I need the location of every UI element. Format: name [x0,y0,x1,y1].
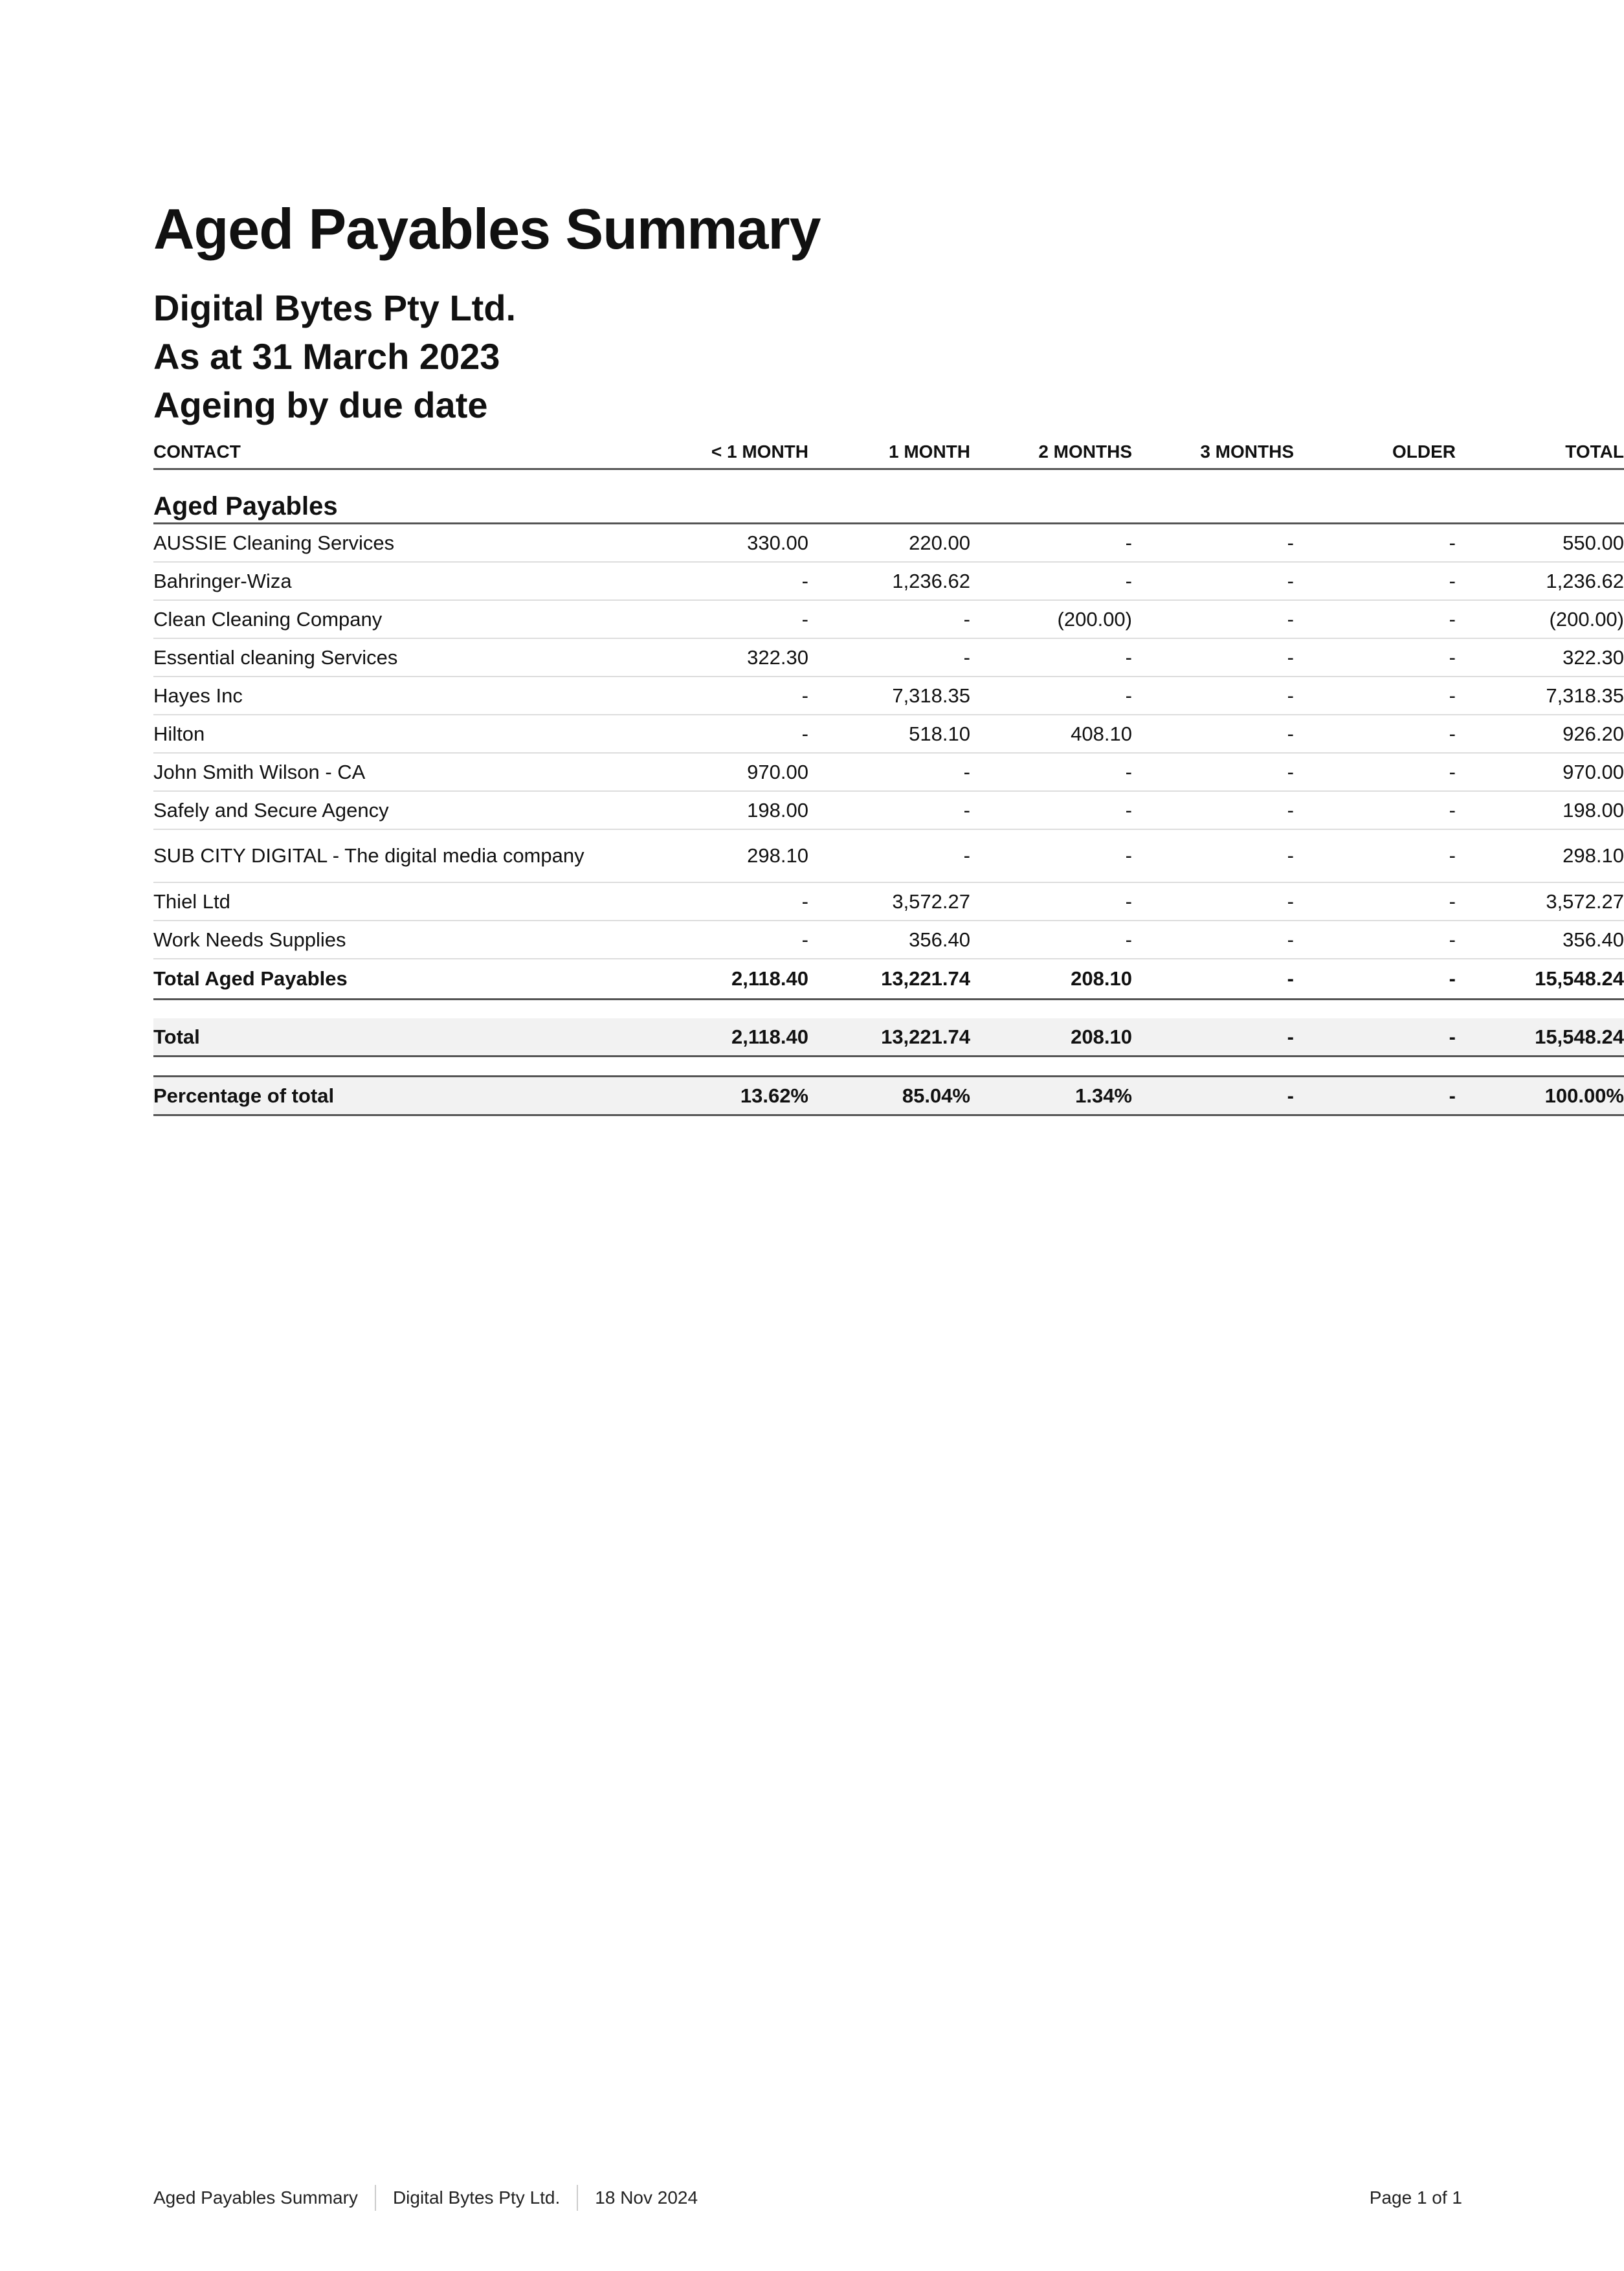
amount-1-month: 7,318.35 [808,677,970,715]
amount-older: - [1294,715,1456,753]
amount-1-month: - [808,600,970,638]
grand-total-total: 15,548.24 [1456,1018,1624,1057]
amount-older: - [1294,829,1456,882]
amount-total: 198.00 [1456,791,1624,829]
page-number: Page 1 of 1 [1369,2187,1462,2208]
contact-name: Thiel Ltd [153,882,647,921]
amount-total: 7,318.35 [1456,677,1624,715]
contact-name: Clean Cleaning Company [153,600,647,638]
amount-1-month: 518.10 [808,715,970,753]
table-row [153,638,1624,677]
amount-2-months: 408.10 [970,715,1132,753]
amount-older: - [1294,753,1456,791]
table-row [153,677,1624,715]
amount-older: - [1294,791,1456,829]
page-footer [153,2182,1462,2214]
aged-payables-table [153,436,1624,1116]
spacer-row [153,1057,1624,1077]
section-title: Aged Payables [153,469,1624,524]
percentage-label: Percentage of total [153,1077,647,1115]
amount-1-month: - [808,638,970,677]
grand-total-2-months: 208.10 [970,1018,1132,1057]
table-row [153,921,1624,959]
amount-1-month: - [808,829,970,882]
percentage-2-months: 1.34% [970,1077,1132,1115]
amount-3-months: - [1132,753,1294,791]
grand-total-row [153,1018,1624,1057]
amount-older: - [1294,524,1456,563]
grand-total-1-month: 13,221.74 [808,1018,970,1057]
header-3-months: 3 MONTHS [1132,436,1294,469]
section-row [153,469,1624,524]
footer-report-name: Aged Payables Summary [153,2187,358,2208]
amount-1-month: 3,572.27 [808,882,970,921]
contact-name: AUSSIE Cleaning Services [153,524,647,563]
amount-2-months: (200.00) [970,600,1132,638]
subtotal-row [153,959,1624,1000]
subtotal-2-months: 208.10 [970,959,1132,1000]
table-row [153,524,1624,563]
contact-name: John Smith Wilson - CA [153,753,647,791]
table-header-row [153,436,1624,469]
table-row [153,562,1624,600]
header-2-months: 2 MONTHS [970,436,1132,469]
percentage-total: 100.00% [1456,1077,1624,1115]
table-row [153,753,1624,791]
subtotal-older: - [1294,959,1456,1000]
contact-name: Essential cleaning Services [153,638,647,677]
amount-2-months: - [970,829,1132,882]
amount-less-than-1-month: - [647,600,808,638]
amount-2-months: - [970,638,1132,677]
amount-2-months: - [970,524,1132,563]
contact-name: Hayes Inc [153,677,647,715]
amount-older: - [1294,882,1456,921]
amount-older: - [1294,600,1456,638]
contact-name: Work Needs Supplies [153,921,647,959]
amount-total: 298.10 [1456,829,1624,882]
amount-2-months: - [970,677,1132,715]
amount-2-months: - [970,882,1132,921]
header-1-month: 1 MONTH [808,436,970,469]
amount-2-months: - [970,791,1132,829]
amount-total: 3,572.27 [1456,882,1624,921]
subtotal-label: Total Aged Payables [153,959,647,1000]
header-less-than-1-month: < 1 MONTH [647,436,808,469]
footer-company: Digital Bytes Pty Ltd. [392,2187,561,2208]
amount-less-than-1-month: - [647,677,808,715]
amount-total: 1,236.62 [1456,562,1624,600]
amount-less-than-1-month: 330.00 [647,524,808,563]
header-older: OLDER [1294,436,1456,469]
amount-2-months: - [970,562,1132,600]
spacer-row [153,1000,1624,1019]
amount-less-than-1-month: 322.30 [647,638,808,677]
percentage-1-month: 85.04% [808,1077,970,1115]
percentage-less-than-1-month: 13.62% [647,1077,808,1115]
amount-1-month: 356.40 [808,921,970,959]
grand-total-3-months: - [1132,1018,1294,1057]
amount-1-month: - [808,791,970,829]
amount-3-months: - [1132,677,1294,715]
percentage-row [153,1077,1624,1115]
amount-less-than-1-month: - [647,562,808,600]
amount-1-month: 1,236.62 [808,562,970,600]
amount-less-than-1-month: 198.00 [647,791,808,829]
amount-3-months: - [1132,638,1294,677]
amount-3-months: - [1132,524,1294,563]
table-row [153,715,1624,753]
amount-2-months: - [970,921,1132,959]
percentage-older: - [1294,1077,1456,1115]
report-title: Aged Payables Summary [153,197,821,261]
amount-3-months: - [1132,600,1294,638]
contact-name: Safely and Secure Agency [153,791,647,829]
amount-less-than-1-month: 970.00 [647,753,808,791]
contact-name: Bahringer-Wiza [153,562,647,600]
amount-less-than-1-month: 298.10 [647,829,808,882]
grand-total-less-than-1-month: 2,118.40 [647,1018,808,1057]
amount-total: 356.40 [1456,921,1624,959]
amount-2-months: - [970,753,1132,791]
amount-3-months: - [1132,882,1294,921]
table-row [153,791,1624,829]
amount-1-month: - [808,753,970,791]
amount-3-months: - [1132,829,1294,882]
header-contact: CONTACT [153,436,647,469]
amount-3-months: - [1132,791,1294,829]
footer-date: 18 Nov 2024 [595,2187,698,2208]
amount-total: 322.30 [1456,638,1624,677]
company-name: Digital Bytes Pty Ltd. [153,287,517,328]
report-page [153,194,1624,1116]
amount-1-month: 220.00 [808,524,970,563]
subtotal-less-than-1-month: 2,118.40 [647,959,808,1000]
table-row [153,829,1624,882]
contact-name: SUB CITY DIGITAL - The digital media company [153,829,647,882]
contact-name: Hilton [153,715,647,753]
amount-3-months: - [1132,921,1294,959]
amount-total: 550.00 [1456,524,1624,563]
amount-3-months: - [1132,715,1294,753]
ageing-basis: Ageing by due date [153,385,488,425]
subtotal-3-months: - [1132,959,1294,1000]
table-row [153,600,1624,638]
grand-total-label: Total [153,1018,647,1057]
grand-total-older: - [1294,1018,1456,1057]
amount-less-than-1-month: - [647,921,808,959]
subtotal-1-month: 13,221.74 [808,959,970,1000]
amount-older: - [1294,921,1456,959]
amount-less-than-1-month: - [647,882,808,921]
subtotal-total: 15,548.24 [1456,959,1624,1000]
amount-less-than-1-month: - [647,715,808,753]
amount-3-months: - [1132,562,1294,600]
table-row [153,882,1624,921]
amount-older: - [1294,562,1456,600]
amount-older: - [1294,638,1456,677]
percentage-3-months: - [1132,1077,1294,1115]
amount-total: 970.00 [1456,753,1624,791]
amount-older: - [1294,677,1456,715]
header-total: TOTAL [1456,436,1624,469]
amount-total: 926.20 [1456,715,1624,753]
amount-total: (200.00) [1456,600,1624,638]
report-date: As at 31 March 2023 [153,336,500,377]
